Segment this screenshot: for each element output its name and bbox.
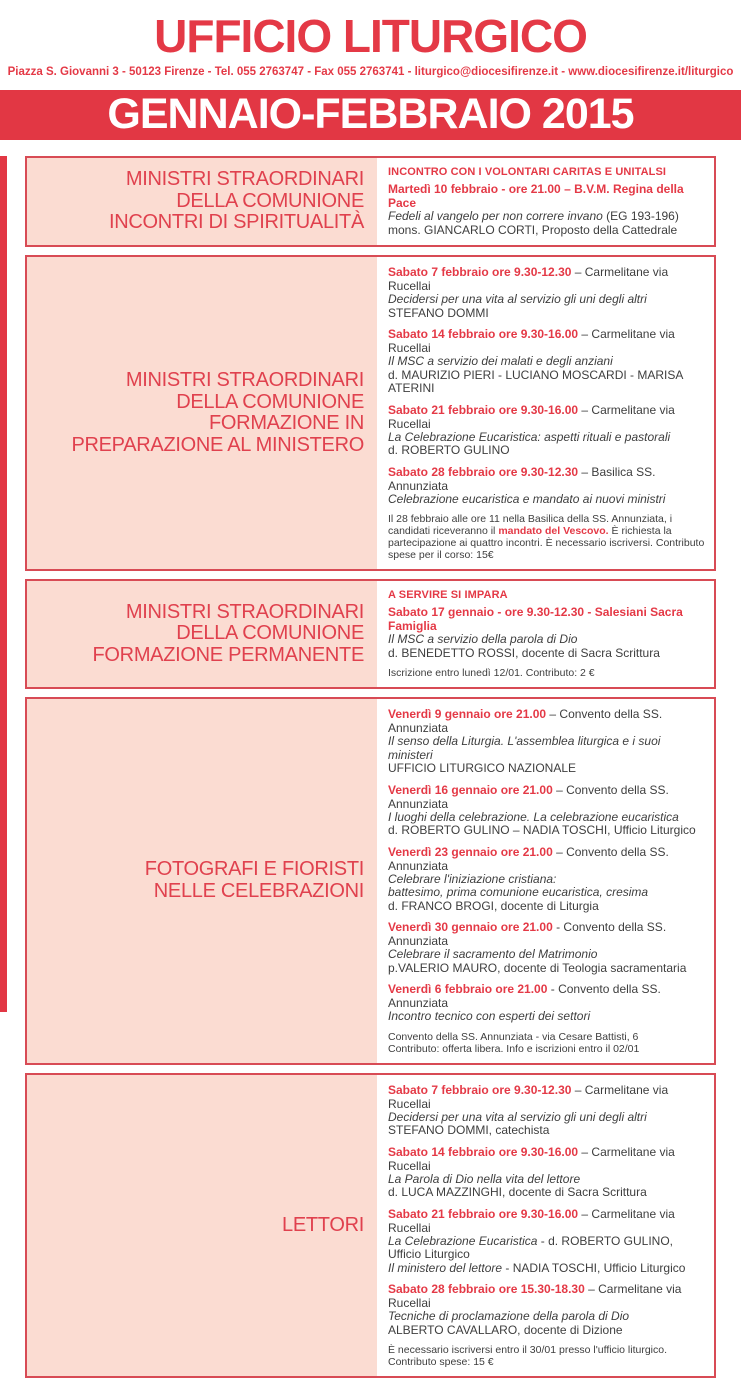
event-heading	[388, 1083, 706, 1111]
sections-list	[25, 156, 716, 1378]
left-red-strip	[0, 156, 7, 1012]
section-title-line: NELLE CELEBRAZIONI	[33, 881, 364, 903]
event-heading	[388, 1282, 706, 1310]
event-date: Sabato 21 febbraio ore 9.30-16.00	[388, 403, 578, 417]
event-line	[388, 1124, 706, 1138]
note-line: Contributo: offerta libera. Info e iscrizioni entro il 02/01	[388, 1043, 706, 1055]
event-date: Sabato 28 febbraio ore 15.30-18.30	[388, 1282, 585, 1296]
note-line: Iscrizione entro lunedì 12/01. Contributo: 2 €	[388, 667, 706, 679]
section-content-lettori	[377, 1075, 714, 1377]
event-line-text: Decidersi per una vita al servizio gli uni degli altri	[388, 1110, 647, 1124]
event-date: Venerdì 30 gennaio ore 21.00	[388, 920, 553, 934]
event-line	[388, 948, 706, 962]
section-title-ministri-spiritualita	[27, 158, 377, 245]
event-kicker: A SERVIRE SI IMPARA	[388, 589, 706, 601]
event-line-rest: (EG 193-196)	[603, 209, 679, 223]
event-location: – Basilica SS. Annunziata	[388, 465, 655, 493]
event-heading	[388, 605, 706, 633]
event-line-text: UFFICIO LITURGICO NAZIONALE	[388, 761, 576, 775]
section-title-line: FORMAZIONE PERMANENTE	[33, 645, 364, 667]
event-heading	[388, 182, 706, 210]
event-heading	[388, 783, 706, 811]
section-note	[388, 1031, 706, 1055]
section-content-fotografi-fioristi	[377, 699, 714, 1063]
section-title-line: MINISTRI STRAORDINARI	[33, 169, 364, 191]
period-banner: GENNAIO-FEBBRAIO 2015	[0, 90, 741, 140]
event-heading	[388, 1145, 706, 1173]
event-entry	[388, 783, 706, 838]
event-line-text: Incontro tecnico con esperti dei settori	[388, 1009, 590, 1023]
event-line	[388, 1111, 706, 1125]
event-entry	[388, 1145, 706, 1200]
section-ministri-preparazione	[25, 255, 716, 571]
event-line-text: battesimo, prima comunione eucaristica, cresima	[388, 885, 648, 899]
event-location: – Carmelitane via Rucellai	[388, 1207, 675, 1235]
event-line-text: p.VALERIO MAURO, docente di Teologia sacramentaria	[388, 961, 686, 975]
section-title-line: FOTOGRAFI E FIORISTI	[33, 859, 364, 881]
event-heading	[388, 465, 706, 493]
section-title-line: DELLA COMUNIONE	[33, 392, 364, 414]
event-line	[388, 307, 706, 321]
event-heading	[388, 1207, 706, 1235]
event-heading	[388, 982, 706, 1010]
event-line-text: d. FRANCO BROGI, docente di Liturgia	[388, 899, 599, 913]
note-highlight: mandato del Vescovo.	[498, 525, 608, 537]
event-entry	[388, 1207, 706, 1276]
section-note	[388, 667, 706, 679]
event-heading	[388, 707, 706, 735]
event-line-text: STEFANO DOMMI, catechista	[388, 1123, 549, 1137]
event-line-rest: - d. ROBERTO GULINO, Ufficio Liturgico	[388, 1234, 673, 1262]
section-title-line: INCONTRI DI SPIRITUALITÀ	[33, 212, 364, 234]
event-location: – Carmelitane via Rucellai	[388, 265, 668, 293]
section-title-lettori	[27, 1075, 377, 1377]
section-title-line: MINISTRI STRAORDINARI	[33, 370, 364, 392]
event-line-text: d. ROBERTO GULINO	[388, 443, 510, 457]
event-line	[388, 1262, 706, 1276]
event-date: Sabato 7 febbraio ore 9.30-12.30	[388, 265, 571, 279]
event-line	[388, 1173, 706, 1187]
event-line	[388, 647, 706, 661]
event-line	[388, 1310, 706, 1324]
event-entry	[388, 1282, 706, 1337]
event-entry	[388, 403, 706, 458]
section-lettori	[25, 1073, 716, 1378]
event-heading	[388, 845, 706, 873]
event-entry	[388, 707, 706, 776]
event-line-text: I luoghi della celebrazione. La celebrazione eucaristica	[388, 810, 679, 824]
event-line-text: d. BENEDETTO ROSSI, docente di Sacra Scrittura	[388, 646, 660, 660]
event-line-text: ALBERTO CAVALLARO, docente di Dizione	[388, 1323, 623, 1337]
event-line-text: Decidersi per una vita al servizio gli uni degli altri	[388, 292, 647, 306]
section-ministri-spiritualita	[25, 156, 716, 247]
event-line-rest: - NADIA TOSCHI, Ufficio Liturgico	[502, 1261, 685, 1275]
event-line-text: Celebrazione eucaristica e mandato ai nuovi ministri	[388, 492, 665, 506]
event-entry	[388, 920, 706, 975]
event-entry	[388, 182, 706, 237]
event-line	[388, 762, 706, 776]
section-title-line: MINISTRI STRAORDINARI	[33, 602, 364, 624]
event-location: – Carmelitane via Rucellai	[388, 1145, 675, 1173]
event-line-italic: Fedeli al vangelo per non correre invano	[388, 209, 603, 223]
event-line	[388, 369, 706, 396]
event-location: – Convento della SS. Annunziata	[388, 845, 669, 873]
event-line	[388, 824, 706, 838]
event-date: Venerdì 9 gennaio ore 21.00	[388, 707, 546, 721]
event-date: Sabato 17 gennaio - ore 9.30-12.30 - Salesiani Sacra Famiglia	[388, 605, 683, 633]
event-line-text: mons. GIANCARLO CORTI, Proposto della Cattedrale	[388, 223, 677, 237]
section-ministri-permanente	[25, 579, 716, 689]
note-line: Convento della SS. Annunziata - via Cesare Battisti, 6	[388, 1031, 706, 1043]
section-title-line: DELLA COMUNIONE	[33, 191, 364, 213]
event-line	[388, 431, 706, 445]
event-line-text: La Celebrazione Eucaristica: aspetti rituali e pastorali	[388, 430, 670, 444]
event-line-italic: Il ministero del lettore	[388, 1261, 502, 1275]
event-date: Sabato 7 febbraio ore 9.30-12.30	[388, 1083, 571, 1097]
section-title-fotografi-fioristi	[27, 699, 377, 1063]
event-location: – Carmelitane via Rucellai	[388, 403, 675, 431]
event-line	[388, 1235, 706, 1262]
note-pre: Il 28 febbraio alle ore 11 nella Basilica della SS. Annunziata, i candidati riceveranno il	[388, 513, 672, 537]
event-entry	[388, 982, 706, 1024]
event-line-text: Il MSC a servizio della parola di Dio	[388, 632, 577, 646]
section-note	[388, 1344, 706, 1368]
section-fotografi-fioristi	[25, 697, 716, 1065]
event-location: - Convento della SS. Annunziata	[388, 920, 666, 948]
event-location: – Convento della SS. Annunziata	[388, 783, 669, 811]
section-title-ministri-preparazione	[27, 257, 377, 569]
event-line	[388, 900, 706, 914]
event-location: – Carmelitane via Rucellai	[388, 1083, 668, 1111]
event-date: Sabato 21 febbraio ore 9.30-16.00	[388, 1207, 578, 1221]
note-line: È necessario iscriversi entro il 30/01 presso l'ufficio liturgico. Contributo spese: 15 €	[388, 1344, 706, 1368]
event-entry	[388, 605, 706, 660]
event-line	[388, 355, 706, 369]
event-heading	[388, 327, 706, 355]
event-line	[388, 210, 706, 224]
event-line-text: La Parola di Dio nella vita del lettore	[388, 1172, 580, 1186]
event-date: Venerdì 16 gennaio ore 21.00	[388, 783, 553, 797]
event-line	[388, 293, 706, 307]
event-entry	[388, 1083, 706, 1138]
event-heading	[388, 920, 706, 948]
event-line	[388, 224, 706, 238]
event-location: – Convento della SS. Annunziata	[388, 707, 662, 735]
section-title-line: FORMAZIONE IN	[33, 413, 364, 435]
event-line-italic: La Celebrazione Eucaristica	[388, 1234, 537, 1248]
event-location: - Convento della SS. Annunziata	[388, 982, 661, 1010]
event-kicker: INCONTRO CON I VOLONTARI CARITAS E UNITALSI	[388, 166, 706, 178]
event-line	[388, 493, 706, 507]
event-line-text: Celebrare l'iniziazione cristiana:	[388, 872, 556, 886]
event-date: Martedì 10 febbraio - ore 21.00 – B.V.M. Regina della Pace	[388, 182, 684, 210]
event-entry	[388, 327, 706, 396]
section-content-ministri-preparazione	[377, 257, 714, 569]
event-date: Sabato 14 febbraio ore 9.30-16.00	[388, 327, 578, 341]
event-line	[388, 886, 706, 900]
event-location: – Carmelitane via Rucellai	[388, 327, 675, 355]
event-entry	[388, 265, 706, 320]
event-line	[388, 962, 706, 976]
event-line	[388, 873, 706, 887]
event-line-text: Il senso della Liturgia. L'assemblea liturgica e i suoi ministeri	[388, 734, 660, 762]
event-line-text: Tecniche di proclamazione della parola di Dio	[388, 1309, 629, 1323]
event-line	[388, 811, 706, 825]
event-line-text: STEFANO DOMMI	[388, 306, 489, 320]
event-line	[388, 633, 706, 647]
event-line	[388, 1010, 706, 1024]
event-line-text: Il MSC a servizio dei malati e degli anziani	[388, 354, 613, 368]
event-line-text: d. ROBERTO GULINO – NADIA TOSCHI, Ufficio Liturgico	[388, 823, 696, 837]
note-post: È richiesta la partecipazione ai quattro incontri. È necessario iscriversi. Contributo spese per il corso: 15€	[388, 525, 704, 561]
event-entry	[388, 465, 706, 507]
event-line-text: Celebrare il sacramento del Matrimonio	[388, 947, 597, 961]
event-line	[388, 1186, 706, 1200]
event-date: Sabato 14 febbraio ore 9.30-16.00	[388, 1145, 578, 1159]
event-date: Venerdì 6 febbraio ore 21.00	[388, 982, 547, 996]
section-title-line: DELLA COMUNIONE	[33, 623, 364, 645]
address-line: Piazza S. Giovanni 3 - 50123 Firenze - Tel. 055 2763747 - Fax 055 2763741 - liturgico@diocesifirenze.it - www.diocesifirenze.it/liturgico	[0, 66, 741, 78]
section-content-ministri-spiritualita	[377, 158, 714, 245]
event-location: – Carmelitane via Rucellai	[388, 1282, 681, 1310]
page-title: UFFICIO LITURGICO	[0, 0, 741, 59]
event-line-text: d. LUCA MAZZINGHI, docente di Sacra Scrittura	[388, 1185, 647, 1199]
event-date: Sabato 28 febbraio ore 9.30-12.30	[388, 465, 578, 479]
event-heading	[388, 403, 706, 431]
section-note	[388, 513, 706, 561]
section-title-ministri-permanente	[27, 581, 377, 687]
event-line	[388, 444, 706, 458]
event-heading	[388, 265, 706, 293]
event-entry	[388, 845, 706, 914]
event-line	[388, 735, 706, 762]
section-title-line: PREPARAZIONE AL MINISTERO	[33, 435, 364, 457]
event-date: Venerdì 23 gennaio ore 21.00	[388, 845, 553, 859]
event-line-text: d. MAURIZIO PIERI - LUCIANO MOSCARDI - MARISA ATERINI	[388, 368, 683, 396]
section-title-line: LETTORI	[33, 1215, 364, 1237]
event-line	[388, 1324, 706, 1338]
section-content-ministri-permanente	[377, 581, 714, 687]
